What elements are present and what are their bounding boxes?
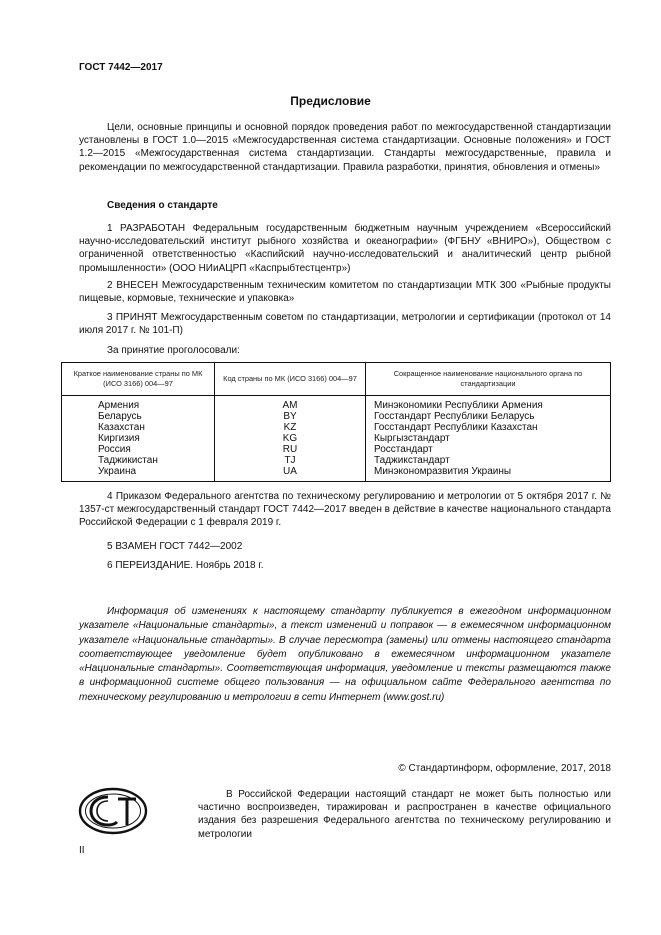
cell-org: Госстандарт Республики Казахстан [366,422,611,433]
item-5-text: 5 ВЗАМЕН ГОСТ 7442—2002 [107,541,243,552]
reproduction-notice-text: В Российской Федерации настоящий стандарт не может быть полностью или частично воспроизведен, тиражирован и распространен в качестве официального издания без разрешения Федерального агентства по техническому регулированию и метрологии [198,789,611,840]
cell-code: UA [215,466,366,482]
cell-org: Минэкономразвития Украины [366,466,611,482]
section-title: Сведения о стандарте [107,200,218,211]
item-3 [79,311,611,337]
page-title: Предисловие [290,94,371,108]
item-2 [79,279,611,305]
item-6 [79,559,611,572]
cell-country: Киргизия [62,433,215,444]
item-3-text: 3 ПРИНЯТ Межгосударственным советом по стандартизации, метрологии и сертификации (протокол от 14 июля 2017 г. № 101-П) [79,312,611,337]
info-notice-text: Информация об изменениях к настоящему стандарту публикуется в ежегодном информационном указателе «Национальные стандарты», а текст изменений и поправок — в ежемесячном информационном указателе «Национальные стандарты». В случае пересмотра (замены) или отмены настоящего стандарта соответствующее уведомление будет опубликовано в ежемесячном информационном указателе «Национальные стандарты». Соответствующая информация, уведомление и тексты размещаются также в информационной системе общего пользования — на официальном сайте Федерального агентства по техническому регулированию и метрологии в сети Интернет (www.gost.ru) [79,606,611,703]
table-header-row [62,363,611,396]
cell-org: Таджикстандарт [366,455,611,466]
cell-org: Минэкономики Республики Армения [366,396,611,412]
cell-org: Росстандарт [366,444,611,455]
cell-code: BY [215,411,366,422]
cell-org: Госстандарт Республики Беларусь [366,411,611,422]
item-5 [79,540,611,553]
item-4-text: 4 Приказом Федерального агентства по техническому регулированию и метрологии от 5 октября 2017 г. № 1357-ст межгосударственный стандарт ГОСТ 7442—2017 введен в действие в качестве национального стандарта Российской Федерации с 1 февраля 2019 г. [79,491,611,529]
cell-org: Кыргызстандарт [366,433,611,444]
cell-country: Россия [62,444,215,455]
voted-label: За принятие проголосовали: [107,345,240,356]
voting-states-table [61,362,611,482]
page-number: II [79,845,85,856]
copyright-line: © Стандартинформ, оформление, 2017, 2018 [398,763,611,774]
table-row [62,411,611,422]
cell-code: AM [215,396,366,412]
cell-code: KZ [215,422,366,433]
header-org: Сокращенное наименование национального органа по стандартизации [366,363,611,396]
table-row [62,444,611,455]
header-code: Код страны по МК (ИСО 3166) 004—97 [215,363,366,396]
cell-code: KG [215,433,366,444]
cell-country: Армения [62,396,215,412]
table-row [62,466,611,482]
table-row [62,422,611,433]
standard-code: ГОСТ 7442—2017 [79,62,163,73]
table-row [62,433,611,444]
cell-code: RU [215,444,366,455]
item-6-text: 6 ПЕРЕИЗДАНИЕ. Ноябрь 2018 г. [107,560,264,571]
voted-label-block [79,344,611,357]
cell-country: Беларусь [62,411,215,422]
rst-certification-mark-icon [78,787,148,835]
cell-country: Казахстан [62,422,215,433]
info-notice [79,605,611,705]
item-4 [79,490,611,530]
item-1 [79,222,611,275]
table-row [62,396,611,412]
header-country: Краткое наименование страны по МК (ИСО 3166) 004—97 [62,363,215,396]
item-1-text: 1 РАЗРАБОТАН Федеральным государственным бюджетным научным учреждением «Всероссийский научно-исследовательский институт рыбного хозяйства и океанографии» (ФГБНУ «ВНИРО»), Обществом с ограниченной ответственностью «Каспийский научно-исследовательский и аналитический центр рыбной промышленности» (ООО НИиАЦРП «Каспрыбтестцентр») [79,223,611,274]
reproduction-notice [198,788,611,841]
table-row [62,455,611,466]
cell-country: Таджикистан [62,455,215,466]
cell-code: TJ [215,455,366,466]
cell-country: Украина [62,466,215,482]
intro-text: Цели, основные принципы и основной порядок проведения работ по межгосударственной стандартизации установлены в ГОСТ 1.0—2015 «Межгосударственная система стандартизации. Основные положения» и ГОСТ 1.2—2015 «Межгосударственная система стандартизации. Стандарты межгосударственные, правила и рекомендации по межгосударственной стандартизации. Правила разработки, принятия, обновления и отмены» [79,122,611,173]
item-2-text: 2 ВНЕСЕН Межгосударственным техническим комитетом по стандартизации МТК 300 «Рыбные продукты пищевые, кормовые, технические и упаковка» [79,280,611,305]
intro-paragraph [79,121,611,174]
